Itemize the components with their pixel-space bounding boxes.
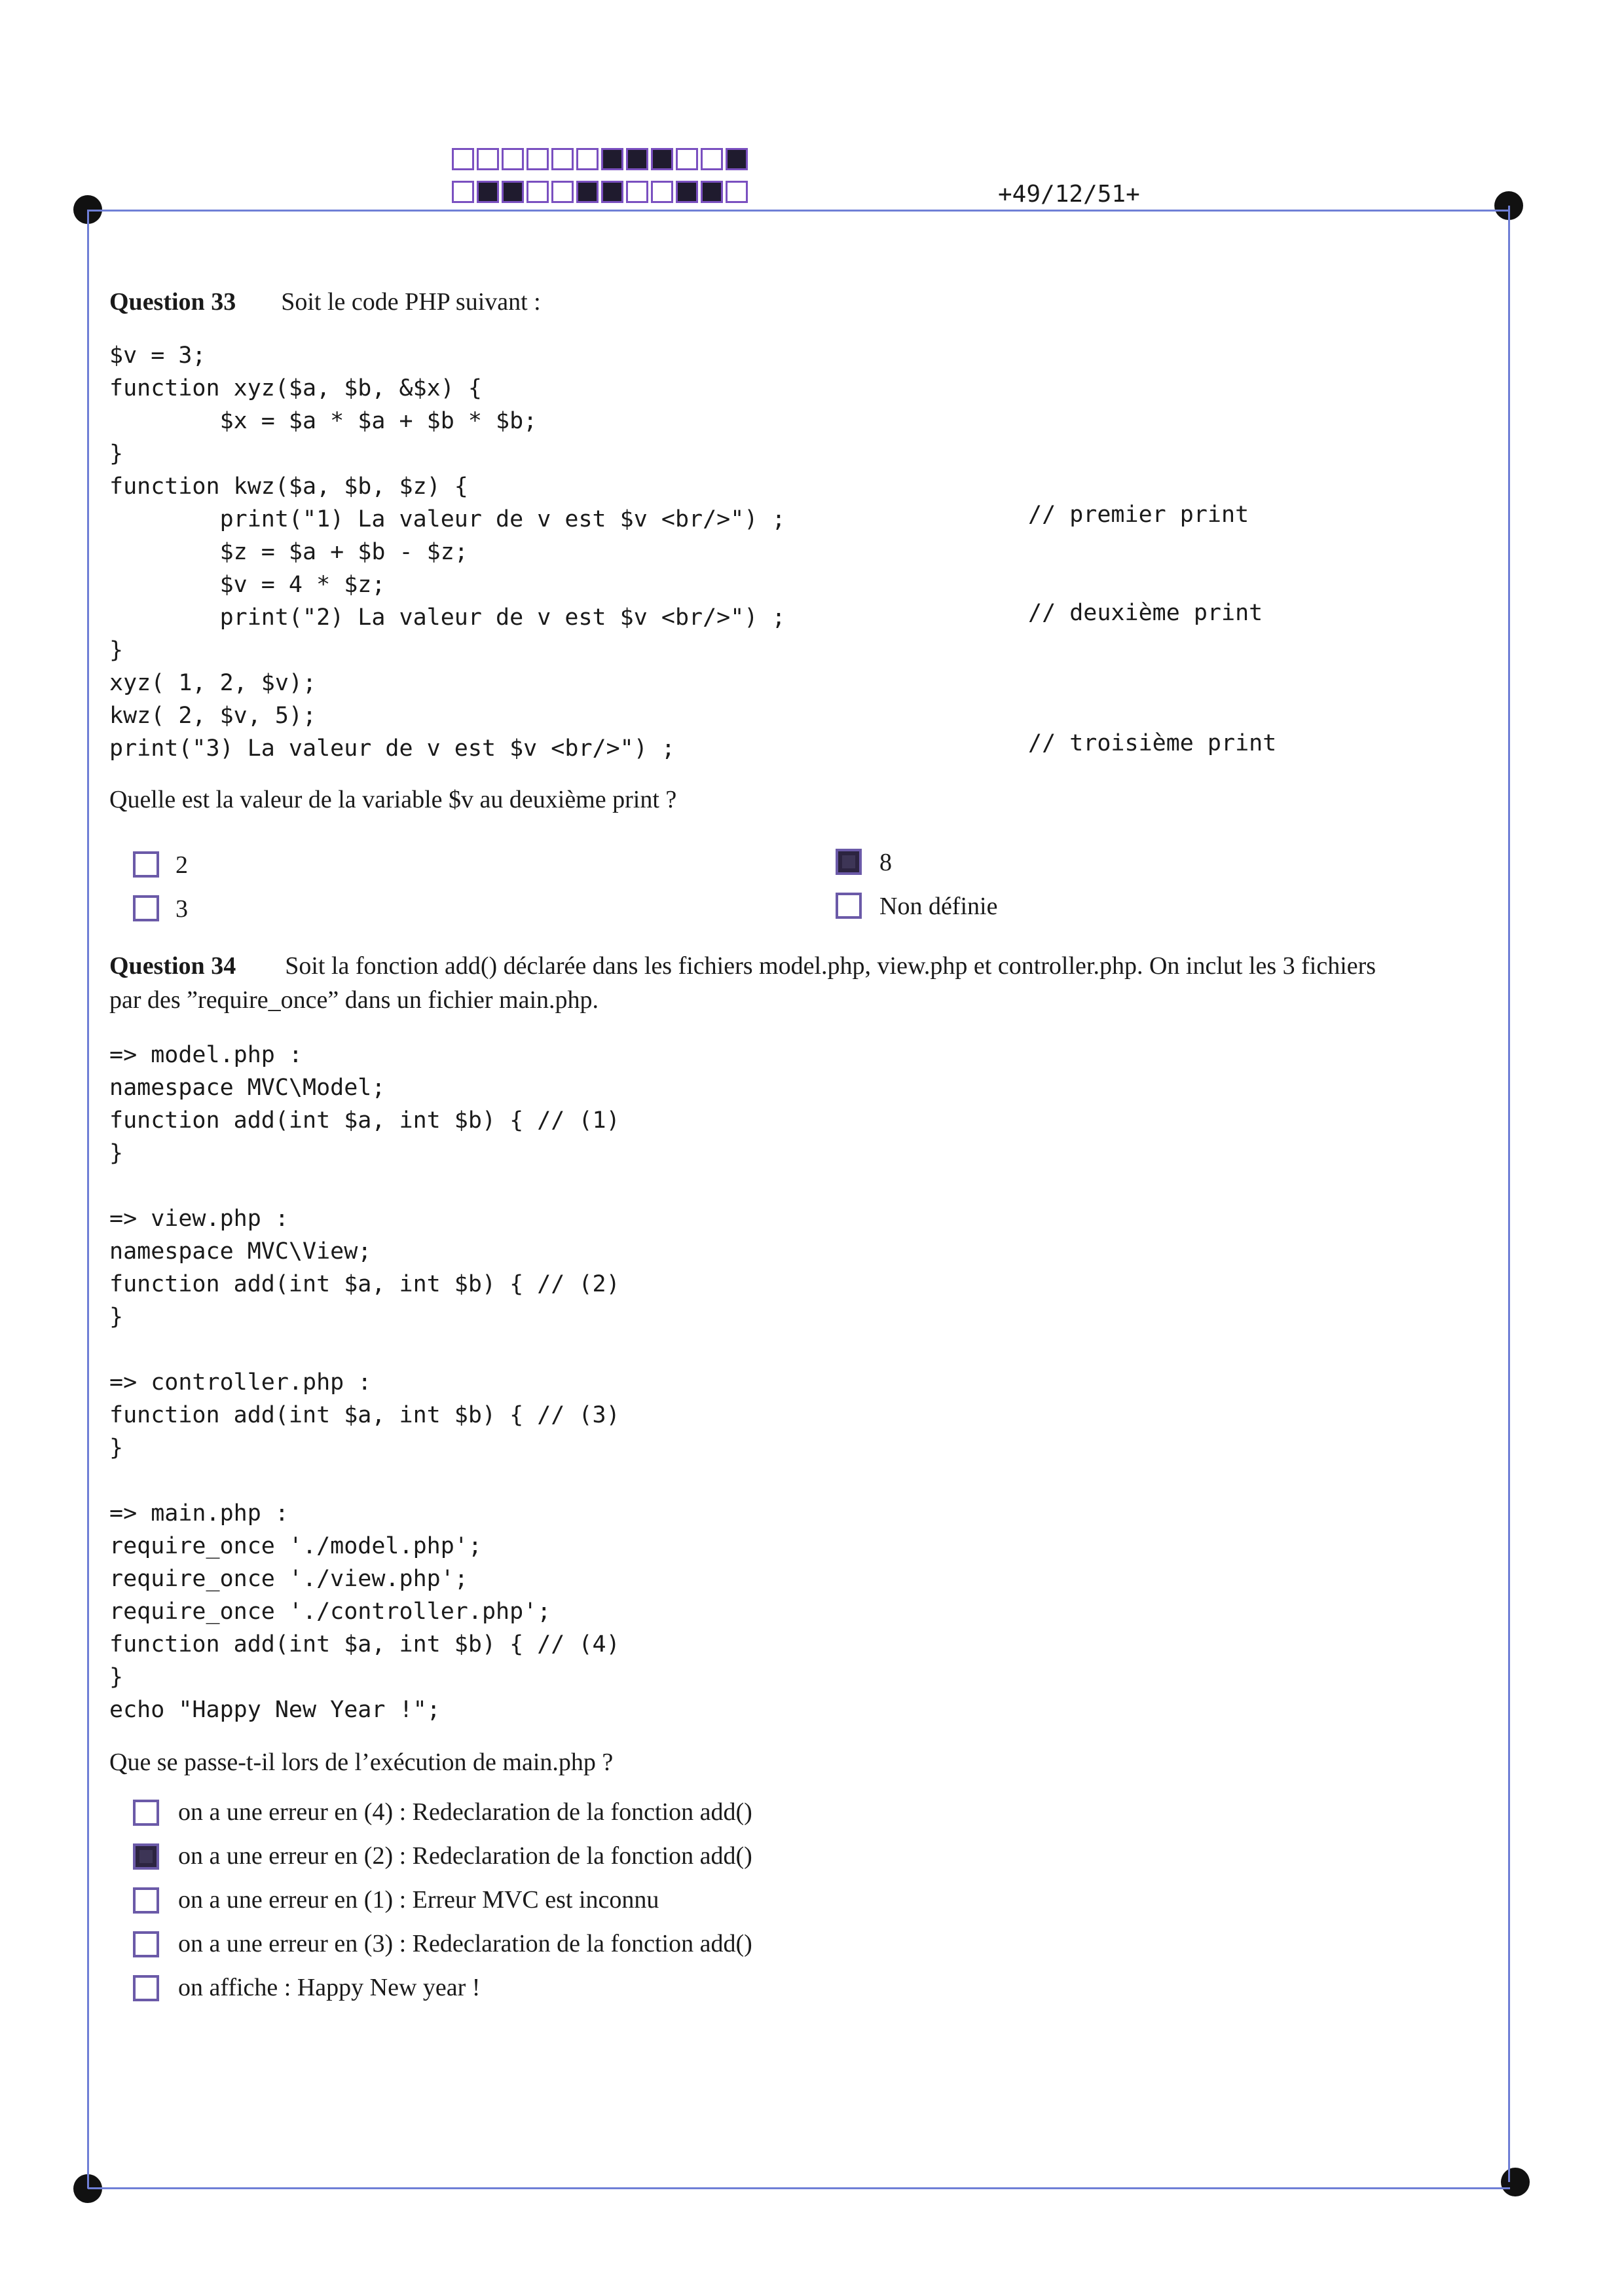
code-strip-cell (651, 148, 673, 170)
code-line: $z = $a + $b - $z; (109, 539, 468, 565)
comment-troisieme-print: // troisième print (1028, 730, 1277, 756)
q34-option-4-label: on a une erreur en (3) : Redeclaration de la fonction add() (178, 1930, 752, 1957)
code-strip-cell (452, 181, 474, 203)
code-strip-cell (676, 181, 698, 203)
q34-option-3-checkbox[interactable] (133, 1887, 159, 1914)
q33-option-1-label: 2 (175, 851, 188, 879)
q34-option-4-checkbox[interactable] (133, 1931, 159, 1957)
question-34-intro-line-2: par des ”require_once” dans un fichier main.php. (109, 986, 599, 1014)
code-line: function kwz($a, $b, $z) { (109, 473, 468, 500)
q33-option-4-label: Non définie (879, 893, 998, 920)
q33-option-1-checkbox[interactable] (133, 851, 159, 878)
code-line: => main.php : (109, 1500, 289, 1527)
code-line (109, 1333, 620, 1366)
question-33-header (109, 286, 541, 318)
code-strip-cell (701, 148, 723, 170)
q33-option-4-checkbox[interactable] (836, 893, 862, 919)
q34-option-2-checkbox[interactable] (133, 1843, 159, 1870)
q33-option-2-label: 3 (175, 895, 188, 923)
code-strip-cell (601, 181, 623, 203)
frame-top (88, 210, 1509, 212)
code-line: kwz( 2, $v, 5); (109, 703, 317, 729)
code-strip-cell (726, 181, 748, 203)
code-line: } (109, 1435, 124, 1461)
q34-option-5-label: on affiche : Happy New year ! (178, 1974, 481, 2001)
code-line: } (109, 637, 124, 663)
question-33-label: Question 33 (109, 288, 236, 316)
code-strip-cell (477, 181, 499, 203)
frame-bottom (88, 2187, 1510, 2189)
code-strip-cell (726, 148, 748, 170)
code-strip-cell (526, 148, 549, 170)
code-line: => view.php : (109, 1206, 289, 1232)
code-strip-cell (676, 148, 698, 170)
code-strip-cell (651, 181, 673, 203)
code-line: require_once './view.php'; (109, 1566, 468, 1592)
q34-option-1-label: on a une erreur en (4) : Redeclaration de la fonction add() (178, 1798, 752, 1826)
code-line: function add(int $a, int $b) { // (1) (109, 1107, 620, 1134)
code-line: $v = 3; (109, 343, 206, 369)
question-34-intro-line-1: Soit la fonction add() déclarée dans les fichiers model.php, view.php et controller.php. On inclut les 3 fichiers (285, 952, 1376, 980)
code-strip-row-2 (452, 181, 750, 203)
code-line: } (109, 1664, 124, 1690)
comment-deuxieme-print: // deuxième print (1028, 600, 1263, 626)
code-line: require_once './model.php'; (109, 1533, 482, 1559)
code-strip-cell (626, 181, 648, 203)
code-strip-cell (576, 181, 599, 203)
code-strip-cell (526, 181, 549, 203)
code-line: print("2) La valeur de v est $v <br/>") ; (109, 604, 786, 631)
comment-premier-print: // premier print (1028, 502, 1249, 528)
code-strip-cell (452, 148, 474, 170)
code-line: function add(int $a, int $b) { // (3) (109, 1402, 620, 1428)
code-strip-cell (576, 148, 599, 170)
code-line: print("3) La valeur de v est $v <br/>") ; (109, 735, 675, 762)
code-line: } (109, 441, 124, 467)
page-code: +49/12/51+ (998, 181, 1140, 208)
question-34-label: Question 34 (109, 952, 236, 980)
code-line: namespace MVC\View; (109, 1238, 372, 1265)
code-line (109, 1464, 620, 1497)
question-34-prompt: Que se passe-t-il lors de l’exécution de main.php ? (109, 1749, 614, 1776)
registration-mark-bottom-right (1501, 2168, 1530, 2196)
q33-option-2-checkbox[interactable] (133, 895, 159, 921)
frame-left (87, 210, 89, 2189)
code-line: } (109, 1140, 124, 1166)
code-strip-cell (626, 148, 648, 170)
question-33-code-block (109, 339, 786, 765)
question-34-code-block (109, 1039, 620, 1726)
code-line (109, 1170, 620, 1202)
code-strip-cell (551, 181, 574, 203)
code-strip-cell (551, 148, 574, 170)
code-line: $x = $a * $a + $b * $b; (109, 408, 538, 434)
code-line: namespace MVC\Model; (109, 1075, 386, 1101)
code-strip-row-1 (452, 148, 750, 170)
code-line: echo "Happy New Year !"; (109, 1697, 441, 1723)
q34-option-2-label: on a une erreur en (2) : Redeclaration de la fonction add() (178, 1842, 752, 1870)
question-33-intro: Soit le code PHP suivant : (281, 288, 541, 316)
q34-option-5-checkbox[interactable] (133, 1975, 159, 2001)
q33-option-3-label: 8 (879, 849, 892, 876)
code-line: function xyz($a, $b, &$x) { (109, 375, 482, 401)
code-line: function add(int $a, int $b) { // (4) (109, 1631, 620, 1657)
code-line: $v = 4 * $z; (109, 572, 386, 598)
frame-right (1508, 206, 1510, 2182)
q34-option-1-checkbox[interactable] (133, 1800, 159, 1826)
question-33-prompt: Quelle est la valeur de la variable $v au deuxième print ? (109, 786, 677, 813)
code-line: function add(int $a, int $b) { // (2) (109, 1271, 620, 1297)
q34-option-3-label: on a une erreur en (1) : Erreur MVC est inconnu (178, 1886, 659, 1914)
code-strip-cell (502, 148, 524, 170)
code-line: xyz( 1, 2, $v); (109, 670, 317, 696)
code-strip-cell (502, 181, 524, 203)
q33-option-3-checkbox[interactable] (836, 849, 862, 875)
code-strip-cell (477, 148, 499, 170)
question-34-header (109, 950, 1376, 982)
code-line: => model.php : (109, 1042, 303, 1068)
code-strip-cell (701, 181, 723, 203)
code-line: print("1) La valeur de v est $v <br/>") ; (109, 506, 786, 532)
code-line: } (109, 1304, 124, 1330)
code-line: require_once './controller.php'; (109, 1599, 551, 1625)
code-strip-cell (601, 148, 623, 170)
code-line: => controller.php : (109, 1369, 372, 1396)
